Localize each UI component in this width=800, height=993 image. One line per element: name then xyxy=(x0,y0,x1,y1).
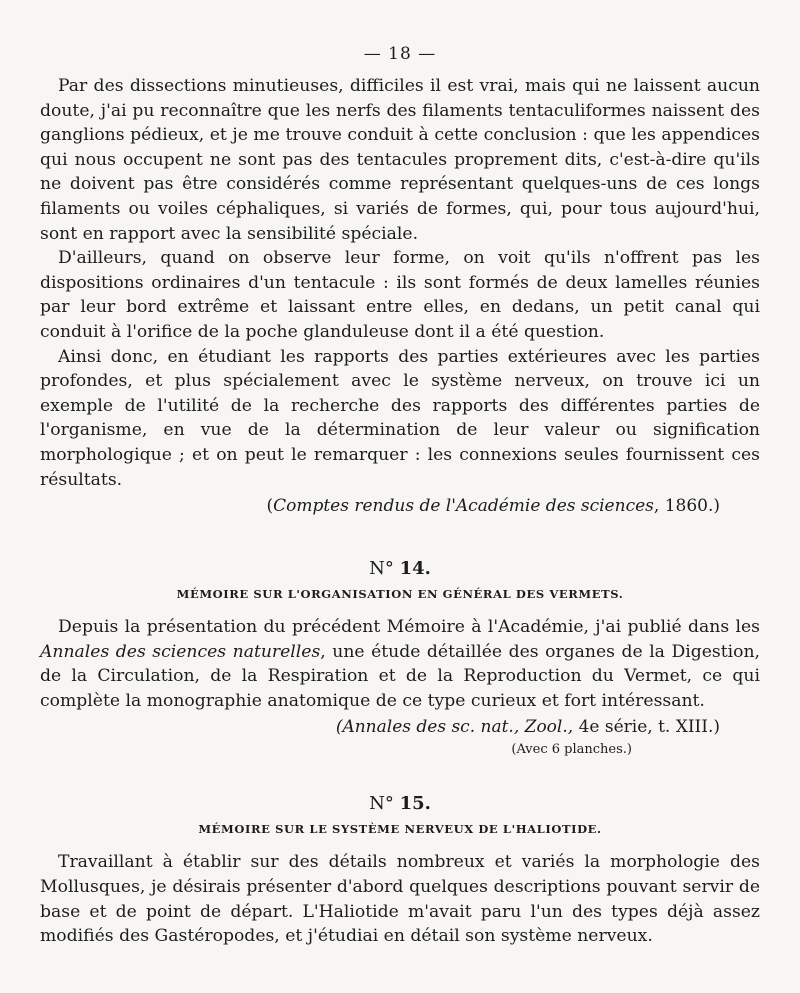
citation-source: (Annales des sc. nat., Zool., xyxy=(335,717,574,738)
citation-series: 4e série, t. XIII.) xyxy=(573,717,720,738)
citation-comptes-rendus xyxy=(40,494,720,518)
section-number-value: 14. xyxy=(399,558,431,580)
citation-annales xyxy=(40,715,720,739)
paragraph-text: Depuis la présentation du précédent Mémoire à l'Académie, j'ai publié dans les xyxy=(58,617,760,638)
section-15 xyxy=(40,793,760,948)
paragraph xyxy=(40,615,760,713)
section-number xyxy=(40,558,760,579)
section-number-value: 15. xyxy=(399,793,431,815)
paragraph: Travaillant à établir sur des détails nombreux et variés la morphologie des Mollusques, je désirais présenter d'abord quelques descriptions pouvant servir de base et de point de départ. L'Haliotide m'avait paru l'un des types déjà assez modifiés des Gastéropodes, et j'étudiai en détail son système nerveux. xyxy=(40,852,760,947)
journal-name: Annales des sciences naturelles xyxy=(40,641,321,662)
paragraph: D'ailleurs, quand on observe leur forme, on voit qu'ils n'offrent pas les dispositions ordinaires d'un tentacule : ils sont formés de deux lamelles réunies par leur bord extrême et laissant entre elles, en dedans, un petit canal qui conduit à l'orifice de la poche glanduleuse dont il a été question. xyxy=(40,248,760,342)
section-number-prefix: N° xyxy=(369,558,394,580)
paragraph: Ainsi donc, en étudiant les rapports des parties extérieures avec les parties profondes, et plus spécialement avec le système nerveux, on trouve ici un exemple de l'utilité de la recherche des rapports des différentes parties de l'organisme, en vue de la détermination de leur valeur ou signification morphologique ; et on peut le remarquer : les connexions seules fournissent ces résultats. xyxy=(40,346,760,490)
paragraph: Par des dissections minutieuses, difficiles il est vrai, mais qui ne laissent aucun doute, j'ai pu reconnaître que les nerfs des filaments tentaculiformes naissent des ganglions pédieux, et je me trouve conduit à cette conclusion : que les appendices qui nous occupent ne sont pas des tentacules proprement dits, c'est-à-dire qu'ils ne doivent pas être considérés comme représentant quelques-uns de ces longs filaments ou voiles céphaliques, si variés de formes, qui, pour tous aujourd'hui, sont en rapport avec la sensibilité spéciale. xyxy=(40,76,760,244)
citation-year: , 1860.) xyxy=(653,496,720,517)
section-number xyxy=(40,793,760,814)
citation-open: ( xyxy=(266,496,274,517)
section-title: MÉMOIRE SUR L'ORGANISATION EN GÉNÉRAL DES VERMETS. xyxy=(176,587,624,602)
citation-source: Comptes rendus de l'Académie des sciences xyxy=(273,496,654,517)
section-title: MÉMOIRE SUR LE SYSTÈME NERVEUX DE L'HALIOTIDE. xyxy=(198,822,602,837)
section-14 xyxy=(40,558,760,759)
paragraph-text: , une étude détaillée des organes de la Digestion, de la Circulation, de la Respiration et de la Reproduction du Vermet, ce qui complète la monographie anatomique de ce type curieux et fort intéressant. xyxy=(40,641,761,711)
plates-note: (Avec 6 planches.) xyxy=(511,742,632,758)
page-number: — 18 — xyxy=(363,44,437,64)
section-number-prefix: N° xyxy=(369,793,394,815)
